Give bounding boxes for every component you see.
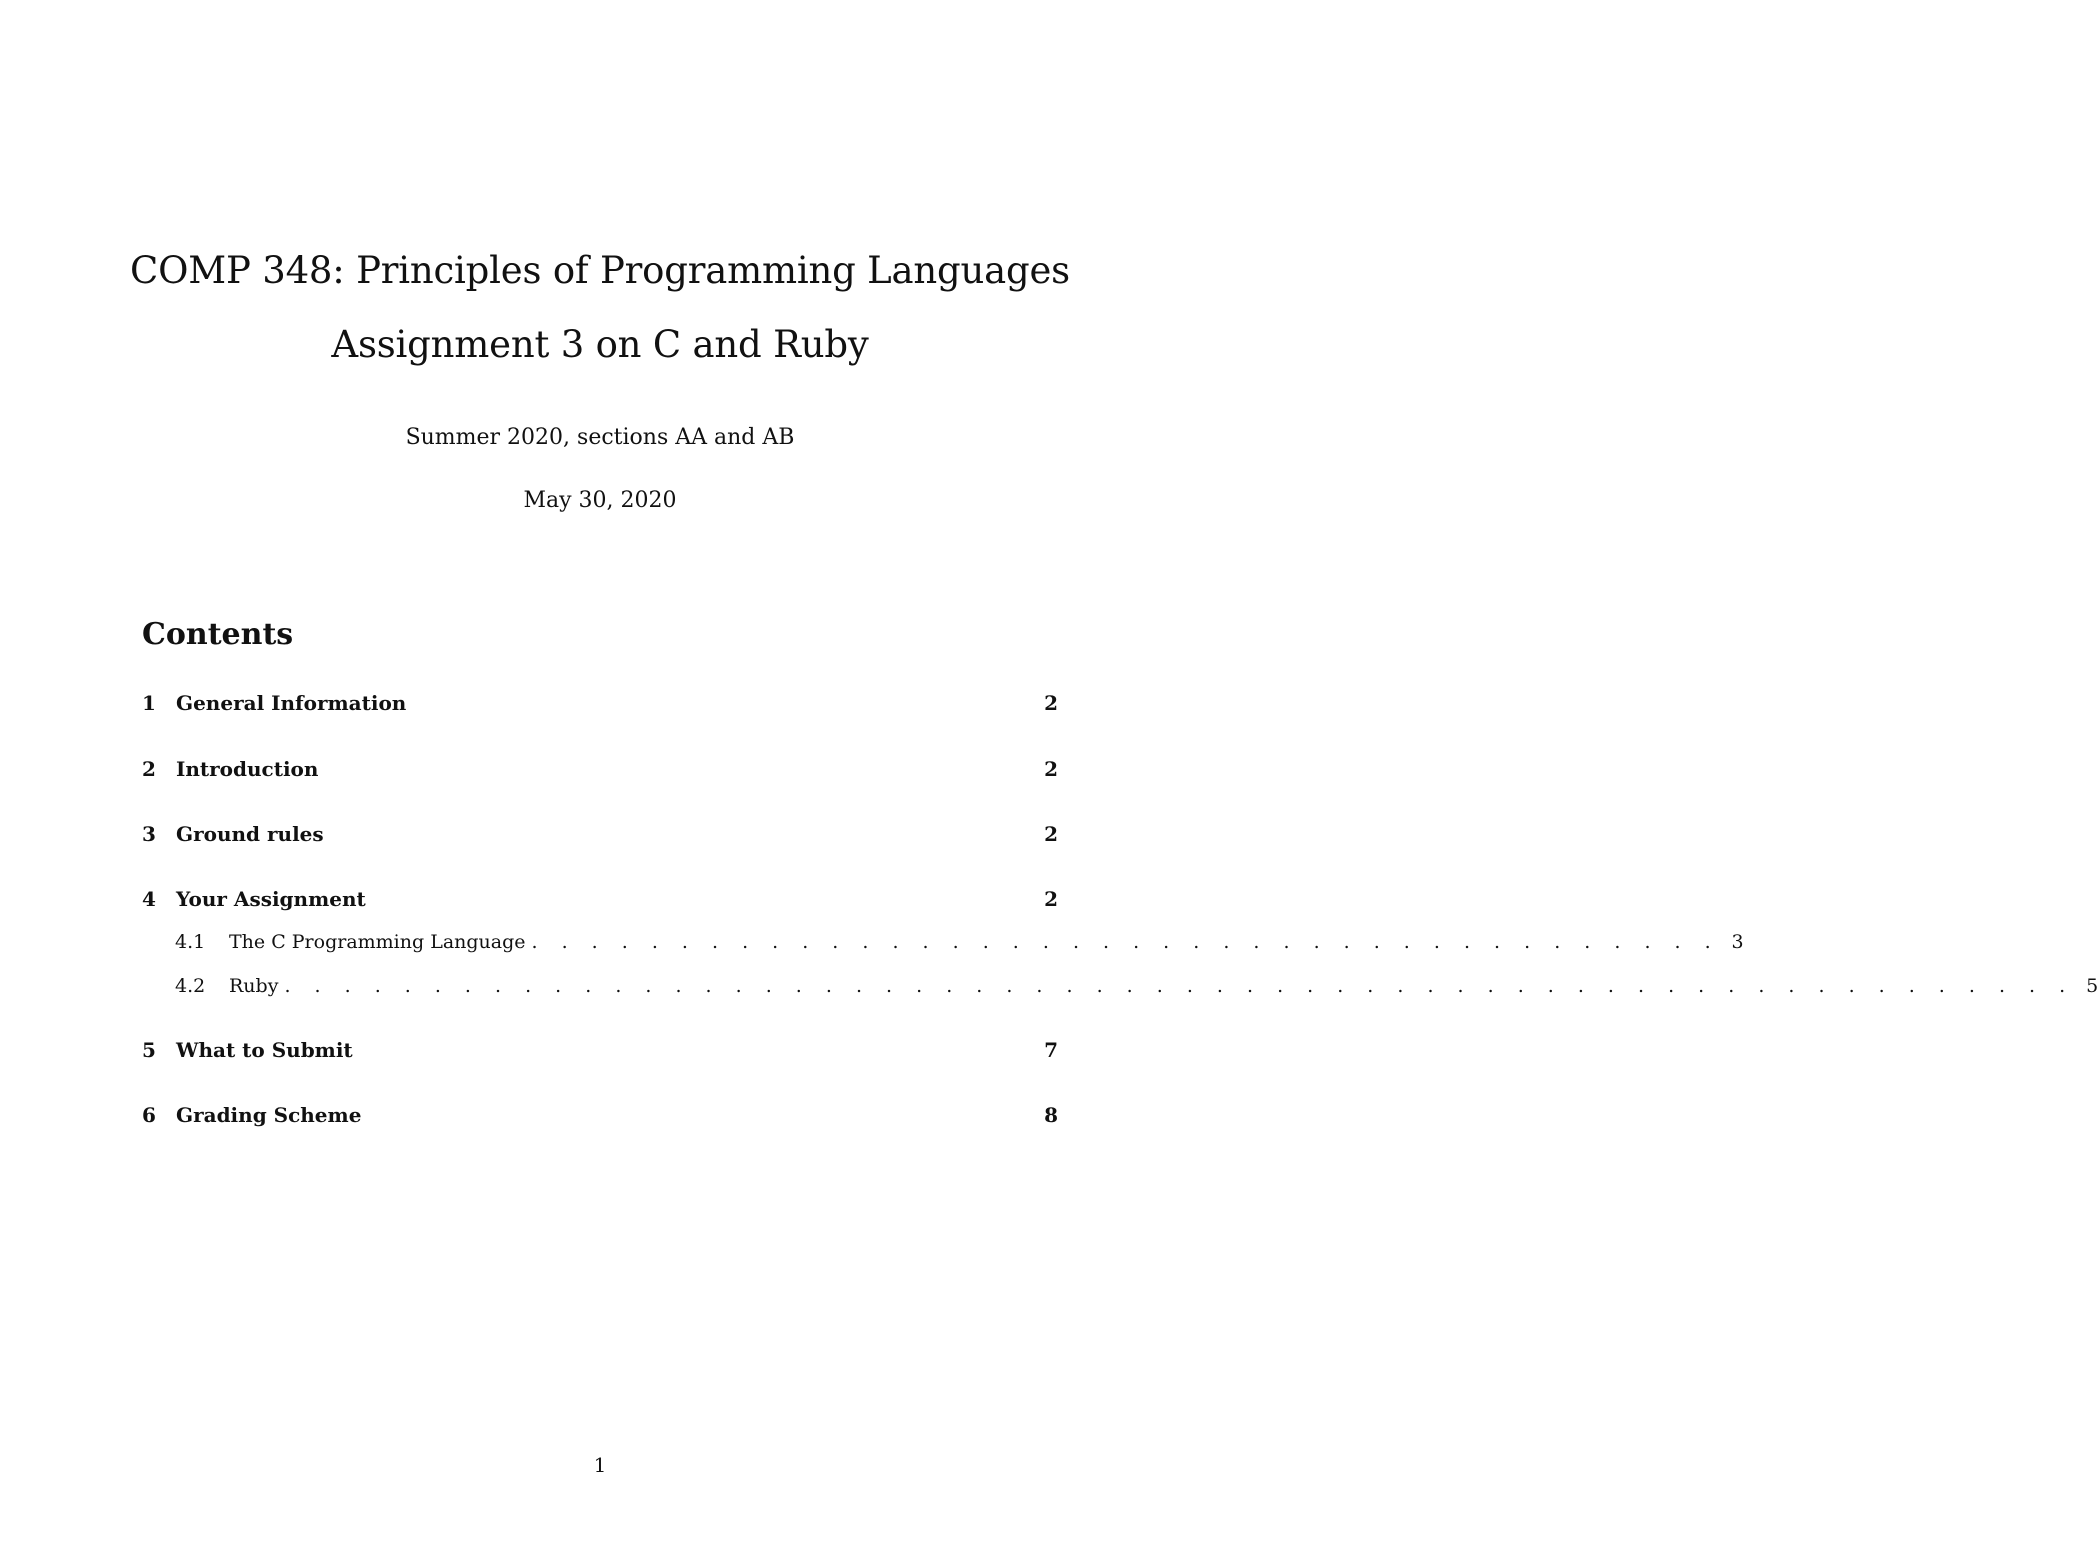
document-title: COMP 348: Principles of Programming Languages <box>130 249 1070 292</box>
toc-entry-number: 4 <box>142 887 156 911</box>
toc-entry-page: 3 <box>1731 931 1744 953</box>
toc-entry-title: The C Programming Language <box>229 931 526 953</box>
page-number: 1 <box>593 1453 607 1477</box>
toc-entry-page: 2 <box>1044 757 1058 781</box>
toc-entry-your-assignment[interactable] <box>142 884 1058 914</box>
contents-heading: Contents <box>142 617 294 652</box>
toc-entry-number: 4.1 <box>175 931 206 953</box>
toc-entry-number: 6 <box>142 1103 156 1127</box>
document-subtitle: Summer 2020, sections AA and AB <box>405 425 795 450</box>
toc-entry-title: What to Submit <box>176 1038 353 1062</box>
toc-dot-leader: . . . . . . . . . . . . . . . . . . . . . . . . . . . . . . . . . . . . . . . . <box>531 931 1720 953</box>
toc-entry-number: 2 <box>142 757 156 781</box>
toc-entry-page: 2 <box>1044 691 1058 715</box>
toc-entry-number: 4.2 <box>175 975 206 997</box>
toc-entry-number: 1 <box>142 691 156 715</box>
toc-entry-page: 2 <box>1044 822 1058 846</box>
toc-entry-title: General Information <box>176 691 407 715</box>
toc-entry-page: 8 <box>1044 1103 1058 1127</box>
toc-entry-ruby[interactable] <box>175 971 2098 1001</box>
toc-entry-page: 7 <box>1044 1038 1058 1062</box>
toc-entry-title: Grading Scheme <box>176 1103 362 1127</box>
toc-dot-leader: . . . . . . . . . . . . . . . . . . . . . . . . . . . . . . . . . . . . . . . . . . . . . . . . . . . . . . . . . . . . <box>284 975 2075 997</box>
document-date: May 30, 2020 <box>523 488 677 513</box>
toc-entry-number: 3 <box>142 822 156 846</box>
toc-entry-title: Your Assignment <box>176 887 366 911</box>
toc-entry-page: 5 <box>2086 975 2098 997</box>
toc-entry-title: Ruby <box>229 975 279 997</box>
toc-entry-grading-scheme[interactable] <box>142 1100 1058 1130</box>
document-title-line-2: Assignment 3 on C and Ruby <box>331 323 869 366</box>
toc-entry-c-programming-language[interactable] <box>175 927 1744 957</box>
toc-entry-title: Ground rules <box>176 822 324 846</box>
toc-entry-ground-rules[interactable] <box>142 819 1058 849</box>
toc-entry-introduction[interactable] <box>142 754 1058 784</box>
toc-entry-general-information[interactable] <box>142 688 1058 718</box>
toc-entry-title: Introduction <box>176 757 319 781</box>
toc-entry-page: 2 <box>1044 887 1058 911</box>
toc-entry-number: 5 <box>142 1038 156 1062</box>
toc-entry-what-to-submit[interactable] <box>142 1035 1058 1065</box>
